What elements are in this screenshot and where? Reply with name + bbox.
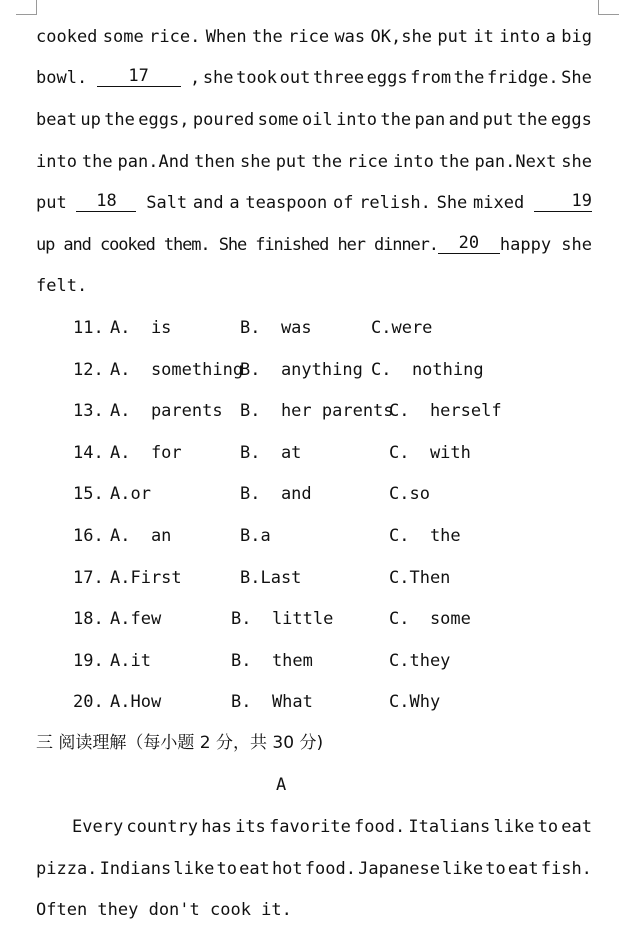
option-row bbox=[0, 399, 633, 423]
passage-word: from bbox=[410, 68, 452, 88]
question-number: 18. bbox=[73, 609, 104, 629]
reading-word: Indians bbox=[99, 859, 172, 879]
question-number: 20. bbox=[73, 692, 104, 712]
option-a[interactable]: A. for bbox=[110, 443, 182, 463]
option-row bbox=[0, 316, 633, 340]
passage-word: out bbox=[279, 68, 311, 88]
reading-word: eat bbox=[507, 859, 539, 879]
reading-word: fish. bbox=[540, 859, 592, 879]
reading-word: like bbox=[173, 859, 215, 879]
passage-text: up and cooked them. She finished her dinner. bbox=[36, 235, 438, 255]
passage-word: big bbox=[561, 27, 592, 47]
passage-word: some bbox=[257, 110, 299, 130]
passage-word: pan.Next bbox=[474, 152, 557, 172]
option-row bbox=[0, 649, 633, 673]
passage-word: some bbox=[102, 27, 144, 47]
option-c[interactable]: C.were bbox=[371, 318, 433, 338]
option-c[interactable]: C.Why bbox=[389, 692, 441, 712]
passage-word: the bbox=[380, 110, 412, 130]
blank-19[interactable]: 19 bbox=[534, 191, 592, 212]
passage-word: She bbox=[436, 193, 468, 213]
option-row bbox=[0, 566, 633, 590]
option-a[interactable]: A.First bbox=[110, 568, 182, 588]
passage-word: rice bbox=[347, 152, 388, 172]
option-a[interactable]: A.it bbox=[110, 651, 151, 671]
passage-word: the bbox=[252, 27, 283, 47]
passage-word: it bbox=[473, 27, 494, 47]
passage-text-group bbox=[146, 191, 524, 215]
option-c[interactable]: C. the bbox=[389, 526, 461, 546]
reading-word: like bbox=[493, 817, 535, 837]
passage-word: She bbox=[561, 68, 592, 88]
reading-word: to bbox=[485, 859, 506, 879]
option-c[interactable]: C.so bbox=[389, 484, 430, 504]
passage-word: , bbox=[190, 68, 201, 88]
option-b[interactable]: B. her parents bbox=[240, 401, 394, 421]
passage-word: into bbox=[392, 152, 434, 172]
reading-word: its bbox=[235, 817, 266, 837]
reading-line-1 bbox=[72, 815, 592, 839]
passage-word: up bbox=[80, 110, 101, 130]
reading-word: hot bbox=[271, 859, 303, 879]
section-title: 三 阅读理解（每小题 2 分，共 30 分) bbox=[36, 733, 324, 753]
passage-word: three bbox=[312, 68, 365, 88]
option-b[interactable]: B. and bbox=[240, 484, 312, 504]
passage-line-3 bbox=[36, 108, 592, 132]
option-a[interactable]: A.or bbox=[110, 484, 151, 504]
passage-text: happy she bbox=[499, 235, 592, 255]
question-number: 13. bbox=[73, 401, 104, 421]
reading-word: to bbox=[216, 859, 237, 879]
passage-word: the bbox=[311, 152, 343, 172]
passage-word: When bbox=[205, 27, 247, 47]
passage-word: eggs bbox=[550, 110, 592, 130]
reading-word: to bbox=[537, 817, 559, 837]
option-c[interactable]: C. nothing bbox=[371, 360, 484, 380]
option-c[interactable]: C.Then bbox=[389, 568, 451, 588]
passage-word: she bbox=[202, 68, 234, 88]
passage-word: took bbox=[236, 68, 278, 88]
reading-line-2 bbox=[36, 857, 592, 881]
reading-word: pizza. bbox=[36, 859, 98, 879]
question-number: 11. bbox=[73, 318, 104, 338]
blank-17[interactable]: 17 bbox=[97, 66, 181, 87]
passage-word: the bbox=[81, 152, 113, 172]
passage-word: Salt bbox=[146, 193, 188, 213]
question-number: 15. bbox=[73, 484, 104, 504]
option-c[interactable]: C.they bbox=[389, 651, 451, 671]
passage-word: teaspoon bbox=[245, 193, 328, 213]
passage-line-5 bbox=[36, 191, 592, 215]
reading-word: Every bbox=[72, 817, 124, 837]
question-number: 14. bbox=[73, 443, 104, 463]
option-c[interactable]: C. herself bbox=[389, 401, 502, 421]
page-corner-mark-right bbox=[598, 0, 619, 15]
passage-word: a bbox=[545, 27, 556, 47]
reading-word: Japanese bbox=[358, 859, 441, 879]
option-b[interactable]: B. was bbox=[240, 318, 312, 338]
passage-word: mixed bbox=[473, 193, 525, 213]
option-b[interactable]: B.a bbox=[240, 526, 271, 546]
reading-word: Italians bbox=[408, 817, 491, 837]
option-row bbox=[0, 607, 633, 631]
option-row bbox=[0, 358, 633, 382]
passage-word: fridge. bbox=[486, 68, 559, 88]
passage-line-4 bbox=[36, 150, 592, 174]
option-c[interactable]: C. with bbox=[389, 443, 471, 463]
passage-text: put bbox=[36, 193, 67, 213]
reading-word: food. bbox=[354, 817, 406, 837]
option-b[interactable]: B.Last bbox=[240, 568, 302, 588]
passage-word: and bbox=[192, 193, 224, 213]
passage-word: rice bbox=[288, 27, 330, 47]
passage-word: the bbox=[516, 110, 548, 130]
question-number: 12. bbox=[73, 360, 104, 380]
option-b[interactable]: B. at bbox=[240, 443, 302, 463]
option-a[interactable]: A. something bbox=[110, 360, 244, 380]
passage-word: beat bbox=[36, 110, 77, 130]
passage-word: into bbox=[36, 152, 77, 172]
passage-text: bowl. bbox=[36, 68, 88, 88]
reading-word: food. bbox=[304, 859, 356, 879]
option-a[interactable]: A. an bbox=[110, 526, 172, 546]
passage-word: a bbox=[229, 193, 240, 213]
reading-line-3 bbox=[36, 898, 592, 922]
passage-word: the bbox=[104, 110, 135, 130]
passage-word: rice. bbox=[149, 27, 201, 47]
passage-word: put bbox=[437, 27, 469, 47]
question-number: 16. bbox=[73, 526, 104, 546]
passage-word: eggs, bbox=[138, 110, 190, 130]
reading-word: eat bbox=[561, 817, 592, 837]
passage-word: pan bbox=[414, 110, 446, 130]
passage-word: of bbox=[332, 193, 354, 213]
option-a[interactable]: A.few bbox=[110, 609, 162, 629]
passage-line-6 bbox=[36, 233, 592, 257]
option-a[interactable]: A.How bbox=[110, 692, 162, 712]
option-b[interactable]: B. What bbox=[231, 692, 313, 712]
passage-word: put bbox=[275, 152, 307, 172]
passage-word: OK,she bbox=[370, 27, 432, 47]
passage-word: put bbox=[482, 110, 514, 130]
reading-word: like bbox=[442, 859, 484, 879]
passage-word: cooked bbox=[36, 27, 98, 47]
passage-word: eggs bbox=[366, 68, 408, 88]
passage-word: relish. bbox=[359, 193, 431, 213]
reading-word: eat bbox=[239, 859, 270, 879]
option-row bbox=[0, 690, 633, 714]
option-b[interactable]: B. little bbox=[231, 609, 334, 629]
passage-word: the bbox=[453, 68, 485, 88]
passage-word: she bbox=[240, 152, 271, 172]
passage-word: and bbox=[448, 110, 480, 130]
option-b[interactable]: B. anything bbox=[240, 360, 363, 380]
passage-word: pan.And bbox=[117, 152, 190, 172]
passage-line-7 bbox=[36, 274, 592, 298]
question-number: 17. bbox=[73, 568, 104, 588]
option-a[interactable]: A. is bbox=[110, 318, 172, 338]
passage-heading: A bbox=[276, 775, 287, 795]
blank-18[interactable]: 18 bbox=[76, 191, 136, 212]
reading-word: has bbox=[201, 817, 232, 837]
option-row bbox=[0, 524, 633, 548]
passage-word: into bbox=[499, 27, 541, 47]
passage-text-group bbox=[190, 66, 592, 90]
option-b[interactable]: B. them bbox=[231, 651, 313, 671]
passage-word: the bbox=[438, 152, 470, 172]
passage-text: felt. bbox=[36, 276, 88, 296]
option-row bbox=[0, 441, 633, 465]
passage-word: then bbox=[194, 152, 236, 172]
passage-word: into bbox=[336, 110, 378, 130]
option-a[interactable]: A. parents bbox=[110, 401, 223, 421]
passage-line-1 bbox=[36, 25, 592, 49]
passage-word: was bbox=[334, 27, 366, 47]
reading-text: Often they don't cook it. bbox=[36, 900, 292, 920]
passage-word: poured bbox=[192, 110, 255, 130]
option-row bbox=[0, 482, 633, 506]
page-corner-mark-left bbox=[16, 0, 37, 15]
reading-word: favorite bbox=[268, 817, 351, 837]
option-c[interactable]: C. some bbox=[389, 609, 471, 629]
question-number: 19. bbox=[73, 651, 104, 671]
blank-20[interactable]: 20 bbox=[438, 233, 500, 254]
passage-line-2 bbox=[36, 66, 592, 90]
passage-word: she bbox=[561, 152, 592, 172]
passage-word: oil bbox=[301, 110, 333, 130]
reading-word: country bbox=[126, 817, 199, 837]
